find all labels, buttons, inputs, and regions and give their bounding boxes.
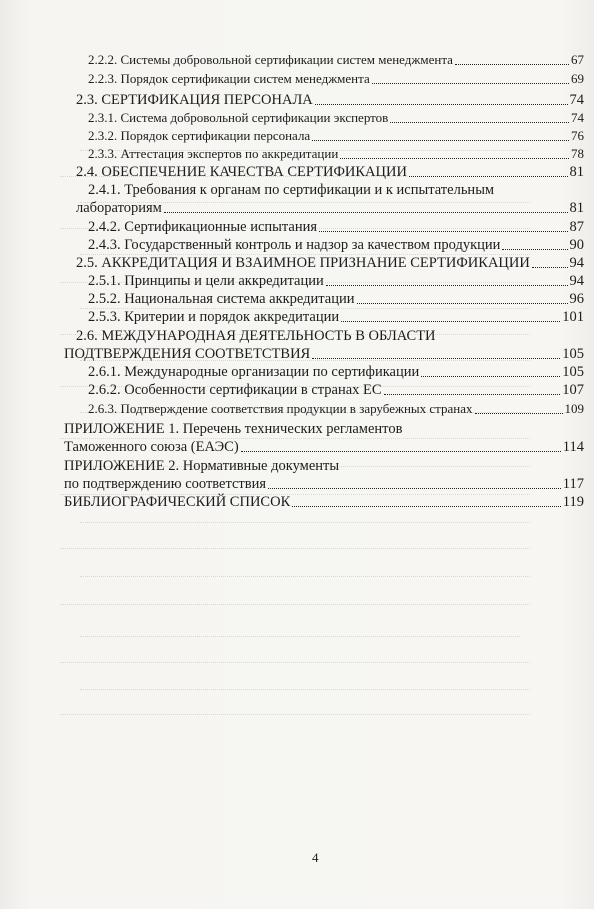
toc-entry-title: по подтверждению соответствия xyxy=(64,476,267,492)
leader-dots xyxy=(390,121,569,123)
toc-entry-title: 2.5.1. Принципы и цели аккредитации xyxy=(88,273,324,289)
toc-entry-title-line1: ПРИЛОЖЕНИЕ 1. Перечень технических регламентов xyxy=(64,421,403,437)
leader-dots xyxy=(475,412,563,414)
toc-entry[interactable] xyxy=(88,401,584,417)
toc-entry-title: Таможенного союза (ЕАЭС) xyxy=(64,439,239,455)
toc-entry-title: 2.4.3. Государственный контроль и надзор за качеством продукции xyxy=(88,237,501,253)
toc-entry[interactable] xyxy=(88,364,584,380)
toc-section-entry[interactable] xyxy=(76,164,584,180)
toc-entry-title: 2.4. ОБЕСПЕЧЕНИЕ КАЧЕСТВА СЕРТИФИКАЦИИ xyxy=(76,164,407,180)
toc-entry-page: 105 xyxy=(562,364,584,380)
toc-section-entry[interactable] xyxy=(76,255,584,271)
toc-entry-page: 94 xyxy=(569,255,584,271)
toc-entry[interactable] xyxy=(88,273,584,289)
toc-entry-title: ПОДТВЕРЖДЕНИЯ СООТВЕТСТВИЯ xyxy=(64,346,311,362)
toc-entry-title: 2.3.1. Система добровольной сертификации экспертов xyxy=(88,110,389,125)
leader-dots xyxy=(455,63,569,65)
leader-dots xyxy=(319,230,567,232)
toc-entry-title-line1: 2.4.1. Требования к органам по сертификации и к испытательным xyxy=(88,182,495,198)
toc-entry-page: 107 xyxy=(562,382,584,398)
toc-appendix-entry[interactable] xyxy=(64,476,584,492)
toc-entry-page: 78 xyxy=(571,146,584,161)
toc-entry-page: 76 xyxy=(571,128,584,143)
toc-entry-page: 117 xyxy=(562,476,584,492)
toc-entry[interactable] xyxy=(88,146,584,162)
toc-entry-title: лабораториям xyxy=(76,200,162,216)
leader-dots xyxy=(340,157,569,159)
toc-entry-page: 94 xyxy=(569,273,584,289)
leader-dots xyxy=(164,211,568,213)
toc-entry[interactable] xyxy=(76,200,584,216)
toc-entry-page: 101 xyxy=(562,309,584,325)
toc-entry-page: 69 xyxy=(571,71,584,86)
toc-entry-title-line1: ПРИЛОЖЕНИЕ 2. Нормативные документы xyxy=(64,458,340,474)
toc-entry-title: 2.3. СЕРТИФИКАЦИЯ ПЕРСОНАЛА xyxy=(76,92,313,108)
toc-entry[interactable] xyxy=(88,237,584,253)
leader-dots xyxy=(502,248,567,250)
toc-entry-title: 2.4.2. Сертификационные испытания xyxy=(88,219,318,235)
toc-entry-title: 2.6.1. Международные организации по сертификации xyxy=(88,364,420,380)
leader-dots xyxy=(312,357,560,359)
toc-entry-page: 90 xyxy=(569,237,584,253)
leader-dots xyxy=(532,266,568,268)
toc-section-entry[interactable] xyxy=(64,346,584,362)
toc-bibliography-entry[interactable] xyxy=(64,494,584,510)
leader-dots xyxy=(357,302,568,304)
toc-entry-title: 2.2.2. Системы добровольной сертификации систем менеджмента xyxy=(88,52,453,67)
leader-dots xyxy=(326,284,568,286)
toc-entry-title: 2.5.2. Национальная система аккредитации xyxy=(88,291,355,307)
leader-dots xyxy=(421,375,560,377)
toc-section-entry[interactable] xyxy=(76,92,584,108)
toc-entry-page: 81 xyxy=(569,164,584,180)
toc-entry-title: 2.3.2. Порядок сертификации персонала xyxy=(88,128,311,143)
leader-dots xyxy=(384,393,561,395)
toc-entry-title: 2.6.3. Подтверждение соответствия продукции в зарубежных странах xyxy=(88,401,473,416)
toc-entry-page: 119 xyxy=(562,494,584,510)
toc-entry[interactable] xyxy=(88,291,584,307)
leader-dots xyxy=(409,175,568,177)
toc-entry[interactable] xyxy=(88,52,584,68)
toc-entry-title-line1: 2.6. МЕЖДУНАРОДНАЯ ДЕЯТЕЛЬНОСТЬ В ОБЛАСТИ xyxy=(76,328,436,344)
leader-dots xyxy=(372,82,569,84)
toc-entry-page: 105 xyxy=(562,346,584,362)
leader-dots xyxy=(292,505,561,507)
leader-dots xyxy=(315,103,568,105)
toc-entry-title: 2.6.2. Особенности сертификации в странах ЕС xyxy=(88,382,382,398)
toc-entry-title: 2.2.3. Порядок сертификации систем менеджмента xyxy=(88,71,370,86)
toc-entry-page: 114 xyxy=(562,439,584,455)
toc-entry-title: 2.3.3. Аттестация экспертов по аккредитации xyxy=(88,146,339,161)
toc-entry-title: БИБЛИОГРАФИЧЕСКИЙ СПИСОК xyxy=(64,494,291,510)
toc-entry-title: 2.5. АККРЕДИТАЦИЯ И ВЗАИМНОЕ ПРИЗНАНИЕ СЕРТИФИКАЦИИ xyxy=(76,255,530,271)
leader-dots xyxy=(341,320,560,322)
toc-entry-title: 2.5.3. Критерии и порядок аккредитации xyxy=(88,309,340,325)
toc-entry-page: 109 xyxy=(564,401,584,416)
toc-entry-page: 74 xyxy=(569,92,584,108)
toc-entry[interactable] xyxy=(88,128,584,144)
toc-entry[interactable] xyxy=(88,71,584,87)
toc-entry-page: 81 xyxy=(569,200,584,216)
toc-entry-page: 74 xyxy=(571,110,584,125)
toc-entry[interactable] xyxy=(88,309,584,325)
page-number: 4 xyxy=(312,850,319,865)
toc-entry[interactable] xyxy=(88,382,584,398)
toc-entry-page: 67 xyxy=(571,52,584,67)
toc-entry[interactable] xyxy=(88,110,584,126)
toc-appendix-entry[interactable] xyxy=(64,439,584,455)
leader-dots xyxy=(268,487,561,489)
toc-entry-page: 87 xyxy=(569,219,584,235)
leader-dots xyxy=(241,450,561,452)
toc-entry-page: 96 xyxy=(569,291,584,307)
leader-dots xyxy=(312,139,569,141)
toc-entry[interactable] xyxy=(88,219,584,235)
